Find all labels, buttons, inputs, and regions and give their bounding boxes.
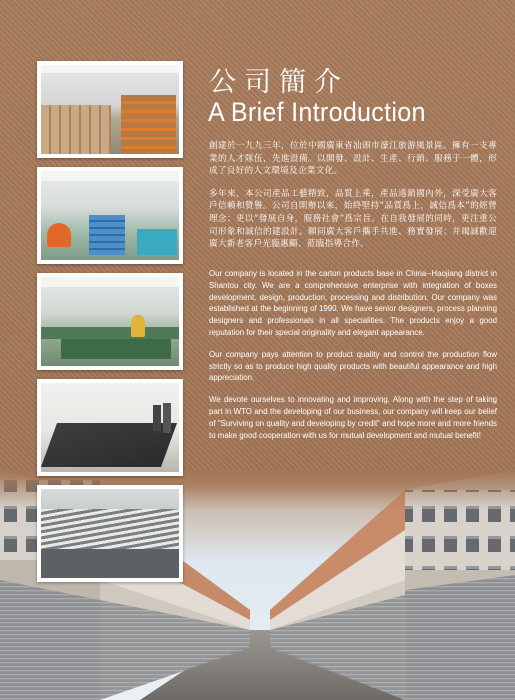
factory-photo-4 [37, 379, 183, 476]
page-title-chinese: 公司簡介 [209, 67, 349, 98]
chinese-paragraph-1: 創建於一九九三年，位於中國廣東省汕頭市濠江旅游風景區。擁有一支專業的人才隊伍，先進設備。以開發、設計、生產、行銷、服務于一體，形成了良好的人文環境及企業文化。 [209, 141, 497, 177]
chinese-intro [209, 140, 497, 251]
page-title-english: A Brief Introduction [208, 97, 426, 127]
factory-photo-2 [37, 167, 183, 264]
factory-photo-3 [37, 273, 183, 370]
english-paragraph-2: Our company pays attention to product quality and control the production flow strictly so as to produce high quality products with beautiful appearance and high appreciation. [209, 349, 497, 383]
english-paragraph-3: We devote ourselves to innovating and improving. Along with the step of taking part in WTO and the developing of our business, our company will keep our belief of "Surviving on quality and developing by credit" and hope more and more friends to make good cooperation with us for mutual development and mutual benefit! [209, 395, 497, 440]
english-intro [209, 268, 497, 441]
english-paragraph-1: Our company is located in the carton products base in China--Haojiang district in Shantou city. We are a comprehensive enterprise with integration of boxes development, design, production, processing and distribution. Our company was established at the beginning of 1990. We have senior designers, process planning designers and professionals in all specialities. The products enjoy a good reputation for their special originality and elegant appearance. [209, 269, 497, 337]
factory-photo-1 [37, 61, 183, 158]
chinese-paragraph-2: 多年來，本公司產品工藝精致，品質上乘，產品遠銷國內外，深受廣大客戶信賴和贊譽。公司自開辦以來，始終堅持“品質爲上，誠信爲本”的經營理念；更以“發展自身，服務社會”爲宗旨。在自我發展的同時，更注重公司形象和誠信的建設計。願同廣大客戶攜手共進、務實發展；并竭誠歡迎廣大新老客戶光臨惠顧、蒞臨指導合作。 [209, 188, 497, 250]
factory-photo-5 [37, 485, 183, 582]
